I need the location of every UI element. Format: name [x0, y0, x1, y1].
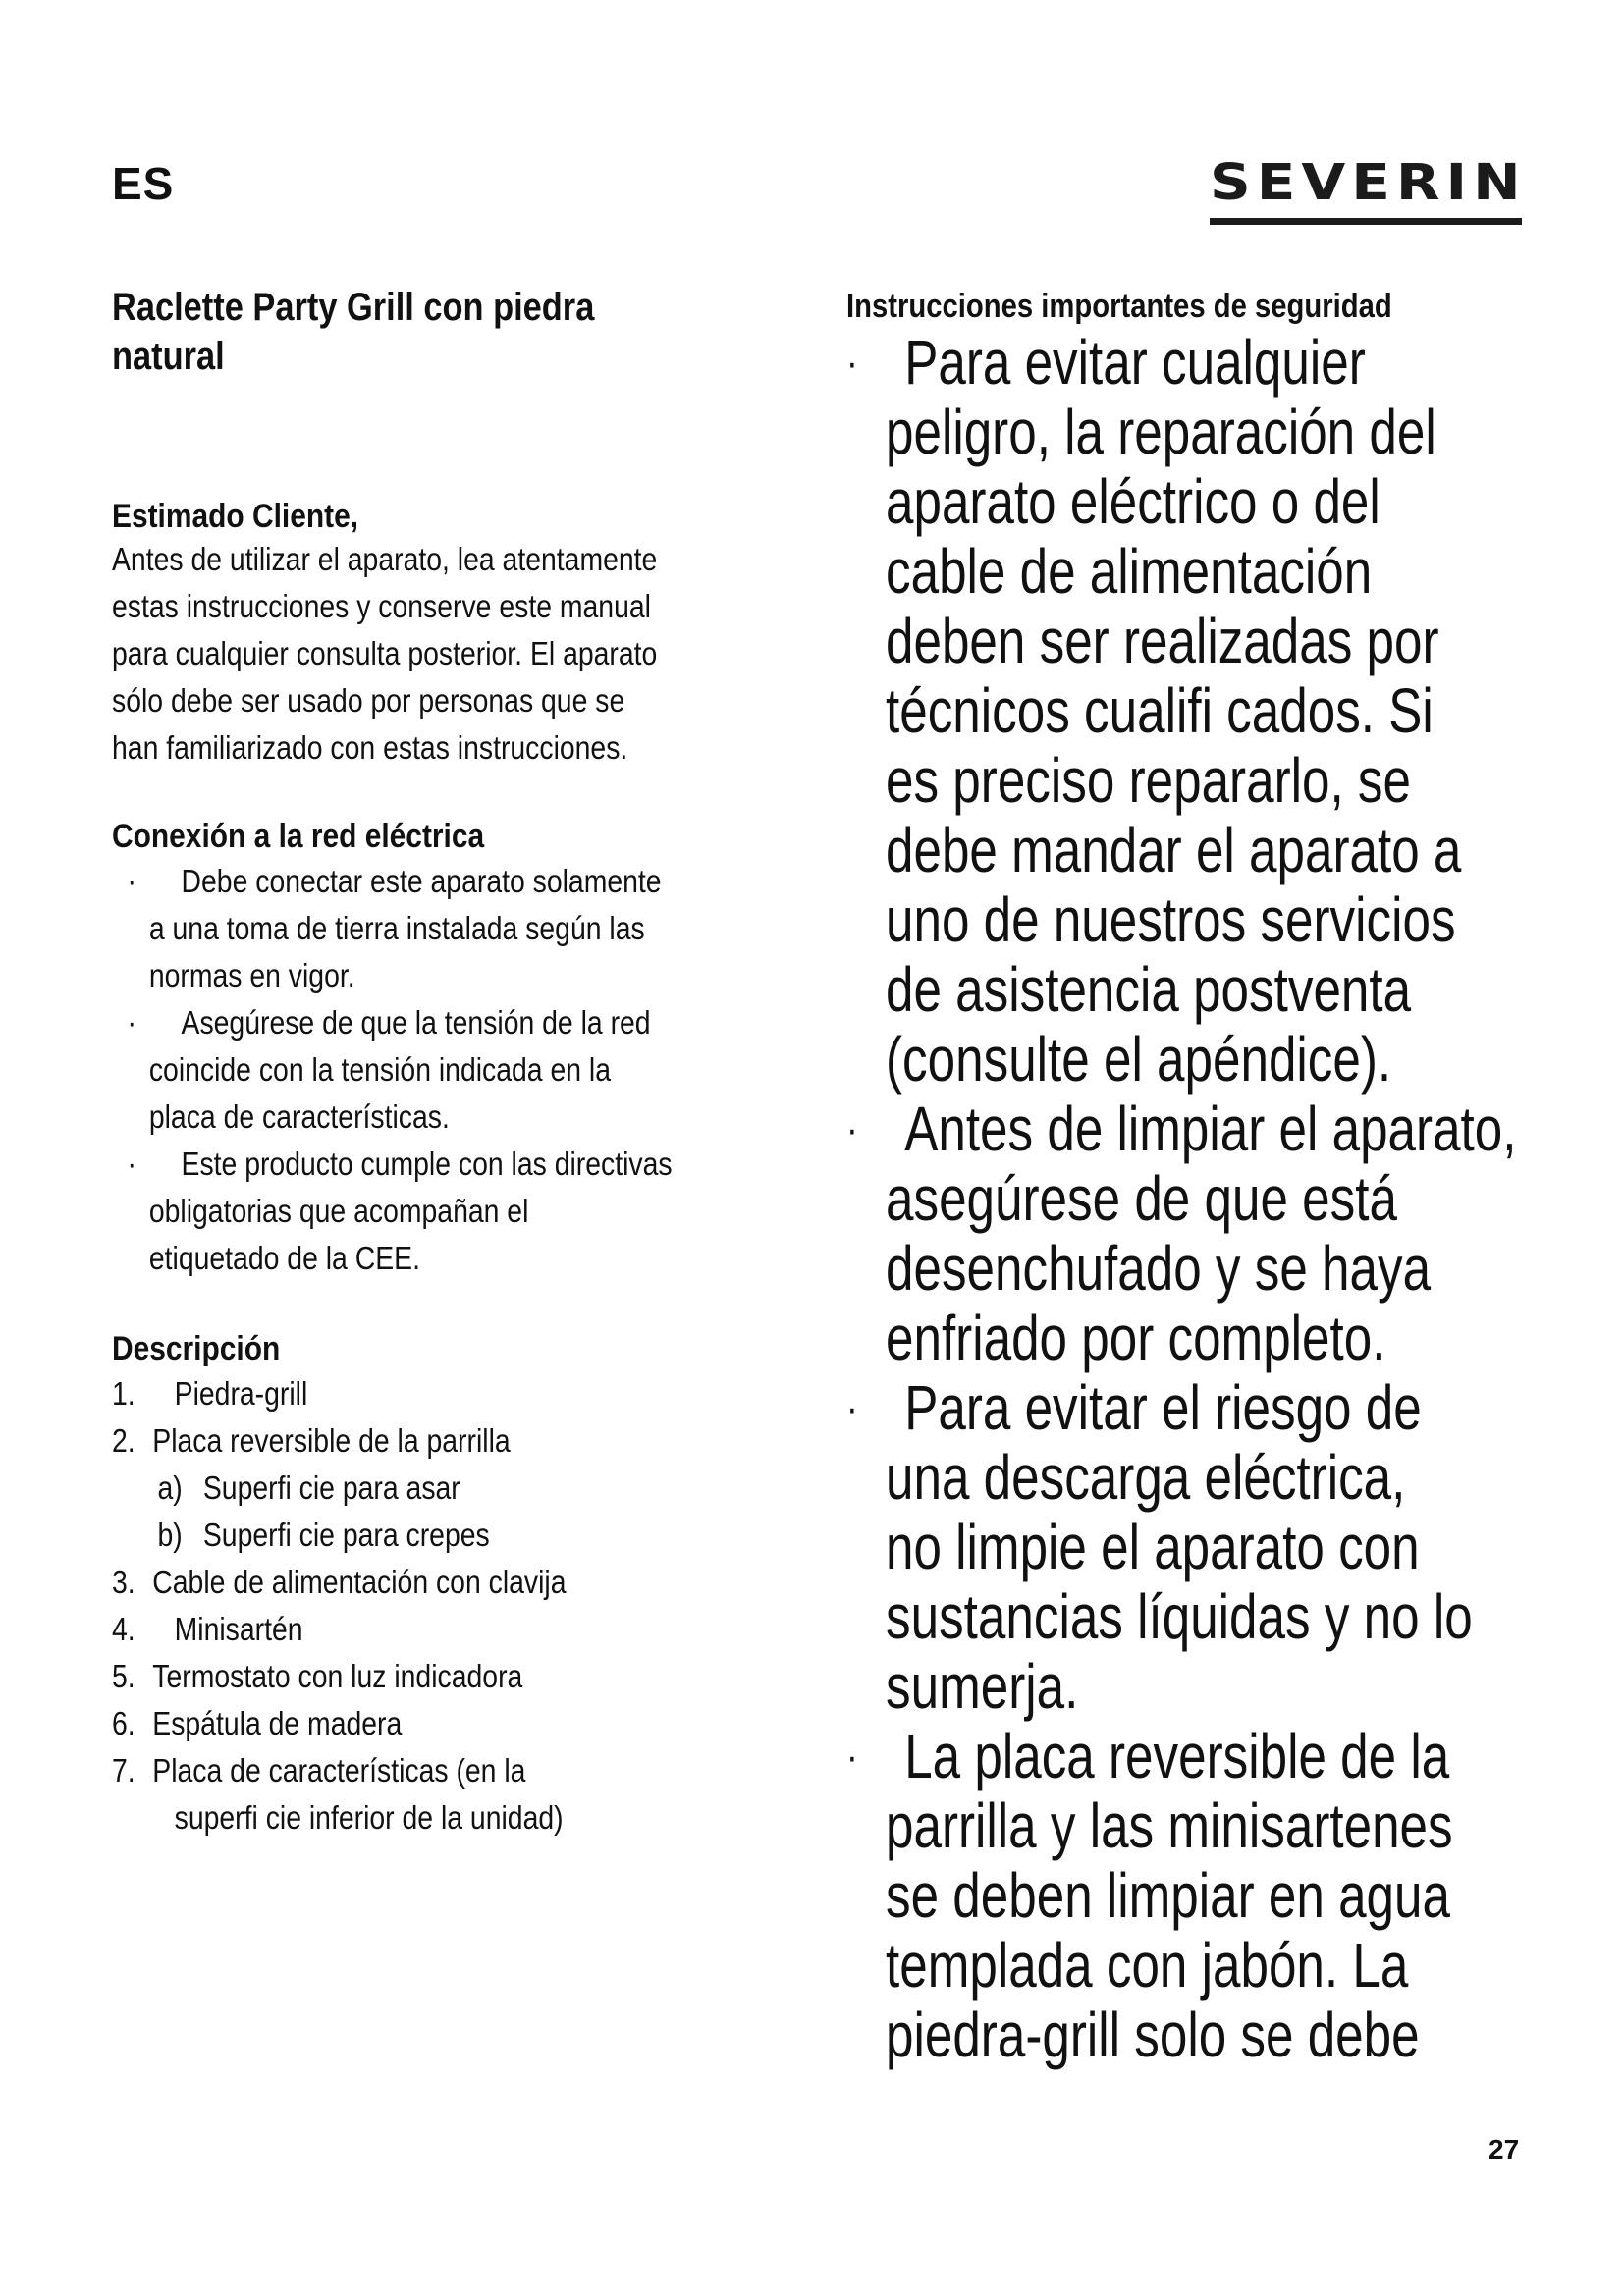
- item-number: 5.: [112, 1658, 135, 1694]
- safety-item: [846, 1373, 1593, 1722]
- list-item: [112, 1370, 817, 1417]
- item-text: Termostato con luz indicadora: [152, 1658, 523, 1694]
- bullet-icon: ·: [127, 1146, 136, 1182]
- item-line: uno de nuestros servicios: [886, 884, 1456, 955]
- list-item: [112, 1653, 817, 1700]
- intro-line: han familiarizado con estas instrucciones.: [112, 729, 628, 766]
- intro-line: para cualquier consulta posterior. El aparato: [112, 635, 658, 671]
- list-item: [112, 1700, 817, 1747]
- severin-logo: [1210, 152, 1527, 225]
- list-item: [112, 1141, 854, 1282]
- connection-heading: Conexión a la red eléctrica: [112, 818, 485, 855]
- item-text: Cable de alimentación con clavija: [152, 1564, 567, 1600]
- safety-item: [846, 1722, 1593, 2070]
- item-number: 1.: [112, 1375, 135, 1412]
- item-number: 2.: [112, 1422, 135, 1459]
- item-text: superfi cie inferior de la unidad): [174, 1799, 564, 1836]
- item-line: coincide con la tensión indicada en la: [148, 1051, 612, 1088]
- item-line: asegúrese de que está: [886, 1163, 1397, 1234]
- item-line: peligro, la reparación del: [886, 397, 1436, 467]
- intro-line: Antes de utilizar el aparato, lea atentamente: [112, 541, 658, 577]
- list-item: [112, 1794, 817, 1842]
- bullet-icon: ·: [846, 1105, 858, 1153]
- bullet-icon: ·: [127, 863, 136, 899]
- item-line: es preciso repararlo, se: [886, 745, 1411, 816]
- intro-line: sólo debe ser usado por personas que se: [112, 682, 625, 719]
- description-heading: Descripción: [112, 1330, 281, 1367]
- item-number: 7.: [112, 1752, 135, 1789]
- connection-list: [112, 858, 819, 1282]
- list-item: [112, 1417, 817, 1465]
- item-line: técnicos cualifi cados. Si: [886, 675, 1434, 746]
- item-line: La placa reversible de la: [904, 1721, 1450, 1791]
- item-line: una descarga eléctrica,: [886, 1442, 1406, 1513]
- item-line: etiquetado de la CEE.: [148, 1240, 420, 1276]
- item-line: sumerja.: [886, 1651, 1079, 1722]
- intro-line: estas instrucciones y conserve este manual: [112, 588, 651, 624]
- item-line: normas en vigor.: [148, 957, 355, 993]
- right-column: [846, 285, 1593, 2070]
- item-line: de asistencia postventa: [886, 954, 1412, 1025]
- safety-list: [846, 328, 1593, 2070]
- list-item: [112, 1465, 863, 1512]
- item-line: cable de alimentación: [886, 536, 1373, 607]
- greeting: Estimado Cliente,: [112, 498, 359, 535]
- item-text: Espátula de madera: [152, 1705, 403, 1741]
- item-number: 6.: [112, 1705, 135, 1741]
- item-line: no limpie el aparato con: [886, 1512, 1420, 1582]
- list-item: [112, 858, 854, 999]
- item-line: Antes de limpiar el aparato,: [904, 1094, 1517, 1164]
- item-text: Superfi cie para crepes: [202, 1517, 490, 1553]
- item-line: enfriado por completo.: [886, 1303, 1386, 1373]
- left-column: [112, 283, 819, 1842]
- list-item: [112, 1747, 817, 1794]
- item-line: debe mandar el aparato a: [886, 815, 1462, 885]
- list-item: [112, 1559, 817, 1606]
- item-line: deben ser realizadas por: [886, 606, 1439, 676]
- safety-item: [846, 328, 1593, 1095]
- item-number: a): [157, 1469, 183, 1506]
- list-item: [112, 1512, 863, 1559]
- list-item: [112, 999, 854, 1141]
- item-line: (consulte el apéndice).: [886, 1024, 1392, 1095]
- item-text: Superfi cie para asar: [202, 1469, 460, 1506]
- item-line: aparato eléctrico o del: [886, 466, 1380, 537]
- item-text: Piedra-grill: [174, 1375, 308, 1412]
- item-line: Para evitar el riesgo de: [904, 1372, 1422, 1443]
- item-line: a una toma de tierra instalada según las: [148, 910, 645, 946]
- item-line: se deben limpiar en agua: [886, 1860, 1450, 1931]
- bullet-icon: ·: [846, 1733, 858, 1781]
- item-line: parrilla y las minisartenes: [886, 1790, 1453, 1861]
- item-number: [112, 1794, 152, 1842]
- bullet-icon: ·: [127, 1004, 136, 1041]
- safety-heading: Instrucciones importantes de seguridad: [846, 288, 1392, 325]
- item-line: Este producto cumple con las directivas: [181, 1146, 673, 1182]
- page-number: 27: [1489, 2134, 1520, 2164]
- item-number: 3.: [112, 1564, 135, 1600]
- page-title: [112, 283, 817, 381]
- safety-item: [846, 1095, 1593, 1373]
- item-line: Debe conectar este aparato solamente: [181, 863, 662, 899]
- intro-paragraph: [112, 536, 817, 772]
- title-line: natural: [112, 335, 225, 378]
- description-list: [112, 1370, 819, 1842]
- item-number: b): [157, 1517, 183, 1553]
- item-line: sustancias líquidas y no lo: [886, 1581, 1473, 1652]
- item-text: Placa de características (en la: [152, 1752, 526, 1789]
- item-text: Minisartén: [174, 1611, 303, 1647]
- item-number: 4.: [112, 1611, 135, 1647]
- language-code: ES: [112, 158, 175, 209]
- list-item: [112, 1606, 817, 1653]
- logo-underline: [1210, 218, 1522, 225]
- item-line: placa de características.: [148, 1098, 450, 1135]
- item-line: Asegúrese de que la tensión de la red: [181, 1004, 651, 1041]
- item-line: templada con jabón. La: [886, 1930, 1409, 2001]
- item-text: Placa reversible de la parrilla: [152, 1422, 511, 1459]
- item-line: Para evitar cualquier: [904, 327, 1366, 398]
- title-line: Raclette Party Grill con piedra: [112, 286, 595, 329]
- item-line: desenchufado y se haya: [886, 1233, 1432, 1304]
- bullet-icon: ·: [846, 1384, 858, 1432]
- item-line: piedra-grill solo se debe: [886, 2000, 1420, 2070]
- logo-text: SEVERIN: [1210, 152, 1527, 212]
- bullet-icon: ·: [846, 339, 858, 387]
- item-line: obligatorias que acompañan el: [148, 1193, 529, 1229]
